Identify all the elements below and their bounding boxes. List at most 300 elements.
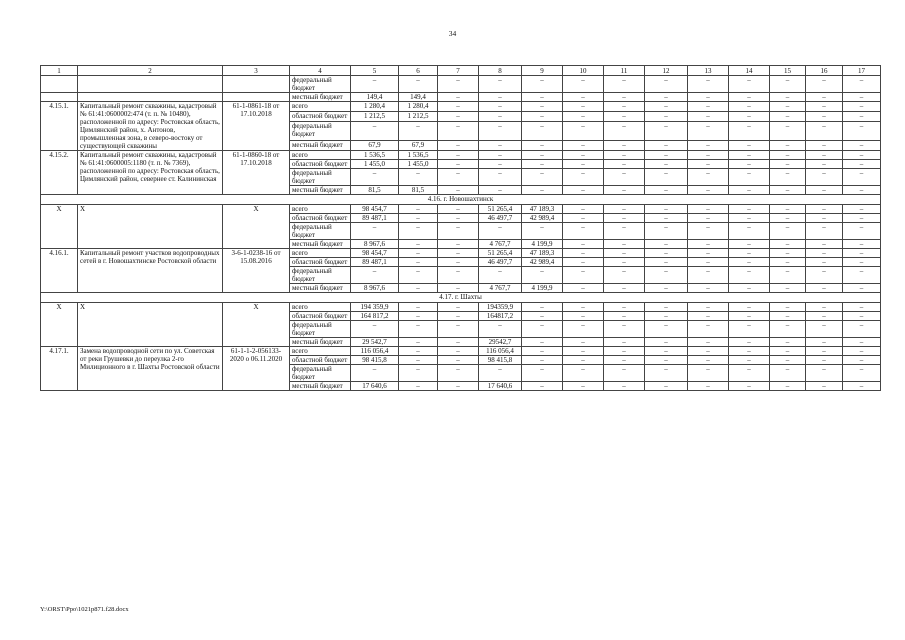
column-header: 15 — [770, 66, 806, 76]
value-cell: – — [770, 382, 806, 391]
value-cell: – — [563, 169, 604, 186]
value-cell: – — [770, 240, 806, 249]
budget-type: всего — [290, 205, 351, 214]
value-cell: 1 212,5 — [399, 112, 438, 122]
value-cell: – — [729, 140, 770, 150]
value-cell: – — [563, 267, 604, 284]
value-cell: – — [479, 267, 522, 284]
column-header: 1 — [41, 66, 78, 76]
budget-type: областной бюджет — [290, 312, 351, 321]
value-cell: – — [645, 321, 688, 338]
value-cell: – — [770, 258, 806, 267]
empty-cell — [78, 93, 223, 102]
budget-type: местный бюджет — [290, 93, 351, 102]
value-cell: – — [563, 338, 604, 347]
budget-type: местный бюджет — [290, 140, 351, 150]
value-cell: 98 415,8 — [351, 356, 399, 365]
item-description: Капитальный ремонт участков водопроводных сетей в г. Новошахтинске Ростовской области — [78, 249, 223, 293]
value-cell: – — [688, 347, 729, 356]
value-cell: – — [563, 122, 604, 141]
budget-type: всего — [290, 102, 351, 112]
value-cell: – — [688, 267, 729, 284]
value-cell: – — [843, 169, 881, 186]
value-cell: – — [729, 151, 770, 160]
value-cell: – — [438, 93, 479, 102]
value-cell: – — [770, 122, 806, 141]
value-cell: – — [843, 338, 881, 347]
value-cell: – — [645, 112, 688, 122]
value-cell: – — [806, 223, 843, 240]
value-cell: – — [438, 205, 479, 214]
table-row — [41, 93, 881, 102]
value-cell: – — [770, 151, 806, 160]
value-cell: – — [563, 382, 604, 391]
value-cell: – — [438, 365, 479, 382]
value-cell: – — [522, 382, 563, 391]
value-cell: – — [770, 214, 806, 223]
value-cell: – — [399, 169, 438, 186]
value-cell: – — [522, 365, 563, 382]
value-cell: – — [688, 122, 729, 141]
empty-cell — [223, 76, 290, 93]
value-cell: – — [563, 151, 604, 160]
value-cell: – — [604, 249, 645, 258]
value-cell: – — [729, 102, 770, 112]
value-cell: – — [770, 312, 806, 321]
value-cell: – — [729, 205, 770, 214]
budget-type: местный бюджет — [290, 284, 351, 293]
value-cell: 194 359,9 — [351, 303, 399, 312]
value-cell: – — [604, 93, 645, 102]
value-cell: – — [438, 303, 479, 312]
value-cell: – — [563, 365, 604, 382]
value-cell: – — [438, 223, 479, 240]
value-cell: – — [479, 122, 522, 141]
value-cell: – — [479, 223, 522, 240]
section-row — [41, 293, 881, 303]
value-cell: – — [843, 223, 881, 240]
value-cell: – — [563, 140, 604, 150]
value-cell: – — [645, 240, 688, 249]
value-cell: – — [688, 321, 729, 338]
value-cell: – — [688, 258, 729, 267]
item-description: X — [78, 303, 223, 347]
value-cell: – — [729, 186, 770, 195]
value-cell: 1 280,4 — [399, 102, 438, 112]
value-cell: – — [770, 303, 806, 312]
value-cell: – — [645, 76, 688, 93]
item-number: 4.17.1. — [41, 347, 78, 391]
value-cell: – — [843, 93, 881, 102]
value-cell: – — [645, 93, 688, 102]
value-cell: 67,9 — [399, 140, 438, 150]
value-cell: – — [688, 186, 729, 195]
table-row — [41, 102, 881, 112]
value-cell: – — [563, 321, 604, 338]
value-cell: – — [604, 186, 645, 195]
value-cell: – — [604, 312, 645, 321]
column-header: 8 — [479, 66, 522, 76]
value-cell: – — [399, 205, 438, 214]
budget-type: всего — [290, 249, 351, 258]
value-cell: – — [438, 267, 479, 284]
value-cell: – — [843, 240, 881, 249]
value-cell: 8 967,6 — [351, 284, 399, 293]
value-cell: – — [770, 365, 806, 382]
value-cell: – — [479, 76, 522, 93]
value-cell: 164 817,2 — [351, 312, 399, 321]
value-cell: – — [522, 321, 563, 338]
budget-type: областной бюджет — [290, 112, 351, 122]
value-cell: – — [688, 160, 729, 169]
value-cell: 46 497,7 — [479, 258, 522, 267]
item-document: X — [223, 303, 290, 347]
value-cell: – — [399, 284, 438, 293]
value-cell: 81,5 — [399, 186, 438, 195]
value-cell: – — [806, 312, 843, 321]
value-cell: – — [522, 186, 563, 195]
value-cell: – — [604, 284, 645, 293]
value-cell: – — [522, 112, 563, 122]
column-header: 9 — [522, 66, 563, 76]
value-cell: – — [806, 93, 843, 102]
value-cell: – — [688, 205, 729, 214]
value-cell: – — [806, 267, 843, 284]
value-cell: – — [843, 312, 881, 321]
section-row — [41, 195, 881, 205]
value-cell: 46 497,7 — [479, 214, 522, 223]
value-cell: 8 967,6 — [351, 240, 399, 249]
value-cell: – — [770, 321, 806, 338]
item-document: 3-6-1-0238-16 от 15.08.2016 — [223, 249, 290, 293]
value-cell: – — [729, 284, 770, 293]
value-cell: – — [604, 321, 645, 338]
budget-type: федеральный бюджет — [290, 76, 351, 93]
value-cell: – — [688, 312, 729, 321]
value-cell: – — [645, 122, 688, 141]
value-cell: – — [843, 258, 881, 267]
value-cell: – — [770, 356, 806, 365]
value-cell: – — [604, 214, 645, 223]
value-cell: 149,4 — [351, 93, 399, 102]
value-cell: – — [399, 321, 438, 338]
value-cell: – — [522, 160, 563, 169]
budget-type: местный бюджет — [290, 240, 351, 249]
item-number: 4.16.1. — [41, 249, 78, 293]
budget-type: федеральный бюджет — [290, 365, 351, 382]
value-cell: – — [806, 160, 843, 169]
value-cell: – — [399, 347, 438, 356]
value-cell: – — [806, 284, 843, 293]
value-cell: – — [688, 249, 729, 258]
value-cell: – — [688, 214, 729, 223]
budget-type: федеральный бюджет — [290, 223, 351, 240]
value-cell: – — [770, 223, 806, 240]
header-row — [41, 66, 881, 76]
table-row — [41, 303, 881, 312]
value-cell: – — [399, 312, 438, 321]
value-cell: – — [843, 102, 881, 112]
value-cell: – — [563, 249, 604, 258]
value-cell: – — [399, 365, 438, 382]
value-cell: – — [729, 258, 770, 267]
value-cell: – — [563, 240, 604, 249]
value-cell: – — [688, 382, 729, 391]
value-cell: – — [645, 365, 688, 382]
budget-type: всего — [290, 347, 351, 356]
value-cell: – — [479, 151, 522, 160]
value-cell: – — [645, 382, 688, 391]
value-cell: – — [438, 151, 479, 160]
value-cell: 29542,7 — [479, 338, 522, 347]
value-cell: – — [563, 356, 604, 365]
value-cell: 98 415,8 — [479, 356, 522, 365]
value-cell: – — [688, 303, 729, 312]
value-cell: – — [729, 267, 770, 284]
item-description: Капитальный ремонт скважины, кадастровый № 61:41:0600005:1180 (т. п. № 7369), расположенной по адресу: Ростовская область, Цимлянский район, севернее ст. Калининская — [78, 151, 223, 195]
column-header: 6 — [399, 66, 438, 76]
value-cell: – — [843, 249, 881, 258]
table-row — [41, 151, 881, 160]
value-cell: – — [645, 169, 688, 186]
value-cell: – — [399, 214, 438, 223]
value-cell: – — [645, 267, 688, 284]
value-cell: – — [351, 365, 399, 382]
value-cell: – — [645, 258, 688, 267]
value-cell: – — [438, 338, 479, 347]
column-header: 7 — [438, 66, 479, 76]
value-cell: – — [843, 112, 881, 122]
value-cell: – — [522, 102, 563, 112]
value-cell: 98 454,7 — [351, 205, 399, 214]
value-cell: 116 056,4 — [351, 347, 399, 356]
value-cell: – — [479, 140, 522, 150]
column-header: 16 — [806, 66, 843, 76]
value-cell: – — [522, 169, 563, 186]
value-cell: – — [351, 267, 399, 284]
budget-type: областной бюджет — [290, 214, 351, 223]
value-cell: 4 767,7 — [479, 240, 522, 249]
value-cell: – — [688, 151, 729, 160]
budget-type: областной бюджет — [290, 258, 351, 267]
value-cell: – — [806, 140, 843, 150]
value-cell: – — [688, 76, 729, 93]
value-cell: – — [729, 365, 770, 382]
value-cell: – — [399, 303, 438, 312]
value-cell: – — [438, 122, 479, 141]
value-cell: – — [688, 284, 729, 293]
item-description: Замена водопроводной сети по ул. Советская от реки Грушевки до переулка 2-го Милиционного в г. Шахты Ростовской области — [78, 347, 223, 391]
column-header: 12 — [645, 66, 688, 76]
value-cell: – — [438, 347, 479, 356]
value-cell: – — [770, 112, 806, 122]
value-cell: – — [479, 186, 522, 195]
value-cell: – — [729, 93, 770, 102]
value-cell: – — [351, 169, 399, 186]
value-cell: – — [399, 240, 438, 249]
value-cell: – — [438, 102, 479, 112]
value-cell: – — [843, 284, 881, 293]
value-cell: 164817,2 — [479, 312, 522, 321]
value-cell: – — [806, 122, 843, 141]
budget-type: местный бюджет — [290, 186, 351, 195]
empty-cell — [41, 76, 78, 93]
table-row — [41, 76, 881, 93]
value-cell: – — [522, 347, 563, 356]
value-cell: – — [604, 223, 645, 240]
value-cell: – — [806, 76, 843, 93]
empty-cell — [41, 93, 78, 102]
value-cell: – — [604, 356, 645, 365]
value-cell: – — [399, 382, 438, 391]
value-cell: – — [645, 303, 688, 312]
value-cell: – — [645, 284, 688, 293]
budget-type: федеральный бюджет — [290, 321, 351, 338]
value-cell: – — [604, 338, 645, 347]
value-cell: – — [479, 160, 522, 169]
empty-cell — [78, 76, 223, 93]
value-cell: – — [351, 76, 399, 93]
value-cell: 4 199,9 — [522, 284, 563, 293]
value-cell: – — [729, 338, 770, 347]
value-cell: – — [522, 76, 563, 93]
value-cell: – — [522, 267, 563, 284]
value-cell: – — [645, 140, 688, 150]
value-cell: – — [843, 186, 881, 195]
value-cell: – — [770, 267, 806, 284]
value-cell: – — [604, 258, 645, 267]
budget-type: всего — [290, 151, 351, 160]
value-cell: 98 454,7 — [351, 249, 399, 258]
value-cell: – — [563, 258, 604, 267]
value-cell: – — [522, 312, 563, 321]
value-cell: – — [351, 223, 399, 240]
value-cell: – — [604, 122, 645, 141]
column-header: 14 — [729, 66, 770, 76]
value-cell: – — [806, 258, 843, 267]
value-cell: – — [604, 140, 645, 150]
value-cell: – — [563, 112, 604, 122]
value-cell: – — [688, 169, 729, 186]
value-cell: – — [770, 169, 806, 186]
value-cell: 29 542,7 — [351, 338, 399, 347]
page-number: 34 — [448, 29, 457, 38]
value-cell: – — [563, 312, 604, 321]
value-cell: 1 212,5 — [351, 112, 399, 122]
value-cell: – — [806, 338, 843, 347]
value-cell: – — [563, 303, 604, 312]
item-number: 4.15.2. — [41, 151, 78, 195]
value-cell: – — [843, 382, 881, 391]
value-cell: 89 487,1 — [351, 258, 399, 267]
value-cell: – — [729, 223, 770, 240]
value-cell: – — [806, 347, 843, 356]
item-number: 4.15.1. — [41, 102, 78, 151]
empty-cell — [223, 93, 290, 102]
value-cell: – — [729, 347, 770, 356]
value-cell: – — [438, 312, 479, 321]
value-cell: – — [645, 249, 688, 258]
value-cell: – — [522, 140, 563, 150]
value-cell: – — [522, 303, 563, 312]
value-cell: 1 536,5 — [351, 151, 399, 160]
value-cell: 4 199,9 — [522, 240, 563, 249]
value-cell: – — [770, 160, 806, 169]
value-cell: – — [399, 76, 438, 93]
value-cell: – — [843, 365, 881, 382]
budget-table — [40, 65, 881, 391]
section-title: 4.17. г. Шахты — [41, 293, 881, 303]
value-cell: – — [604, 365, 645, 382]
value-cell: – — [438, 249, 479, 258]
value-cell: – — [604, 160, 645, 169]
value-cell: 116 056,4 — [479, 347, 522, 356]
value-cell: – — [729, 122, 770, 141]
value-cell: – — [479, 93, 522, 102]
footer-file-path: Y:\ORST\Ppo\1021p871.f28.docx — [40, 606, 129, 613]
value-cell: – — [806, 151, 843, 160]
value-cell: – — [645, 338, 688, 347]
value-cell: – — [604, 76, 645, 93]
value-cell: – — [645, 160, 688, 169]
budget-type: местный бюджет — [290, 338, 351, 347]
value-cell: – — [688, 112, 729, 122]
value-cell: – — [729, 321, 770, 338]
value-cell: – — [399, 267, 438, 284]
value-cell: – — [806, 205, 843, 214]
value-cell: – — [438, 214, 479, 223]
value-cell: – — [645, 347, 688, 356]
value-cell: 81,5 — [351, 186, 399, 195]
value-cell: – — [806, 186, 843, 195]
column-header: 3 — [223, 66, 290, 76]
value-cell: – — [729, 312, 770, 321]
column-header: 5 — [351, 66, 399, 76]
value-cell: – — [770, 284, 806, 293]
value-cell: 1 455,0 — [351, 160, 399, 169]
value-cell: – — [563, 223, 604, 240]
budget-type: областной бюджет — [290, 356, 351, 365]
value-cell: – — [399, 223, 438, 240]
value-cell: – — [645, 205, 688, 214]
value-cell: – — [522, 356, 563, 365]
value-cell: – — [770, 76, 806, 93]
value-cell: – — [351, 321, 399, 338]
value-cell: – — [522, 223, 563, 240]
value-cell: – — [688, 356, 729, 365]
value-cell: – — [843, 160, 881, 169]
value-cell: – — [438, 140, 479, 150]
value-cell: – — [604, 112, 645, 122]
item-number: X — [41, 205, 78, 249]
item-document: 61-1-0861-18 от 17.10.2018 — [223, 102, 290, 151]
value-cell: 4 767,7 — [479, 284, 522, 293]
value-cell: 67,9 — [351, 140, 399, 150]
column-header: 4 — [290, 66, 351, 76]
value-cell: – — [522, 93, 563, 102]
budget-type: федеральный бюджет — [290, 267, 351, 284]
value-cell: – — [479, 321, 522, 338]
value-cell: – — [399, 122, 438, 141]
value-cell: – — [729, 382, 770, 391]
value-cell: – — [399, 258, 438, 267]
value-cell: – — [806, 102, 843, 112]
value-cell: 1 536,5 — [399, 151, 438, 160]
budget-type: областной бюджет — [290, 160, 351, 169]
value-cell: – — [729, 169, 770, 186]
value-cell: 1 280,4 — [351, 102, 399, 112]
budget-type: всего — [290, 303, 351, 312]
